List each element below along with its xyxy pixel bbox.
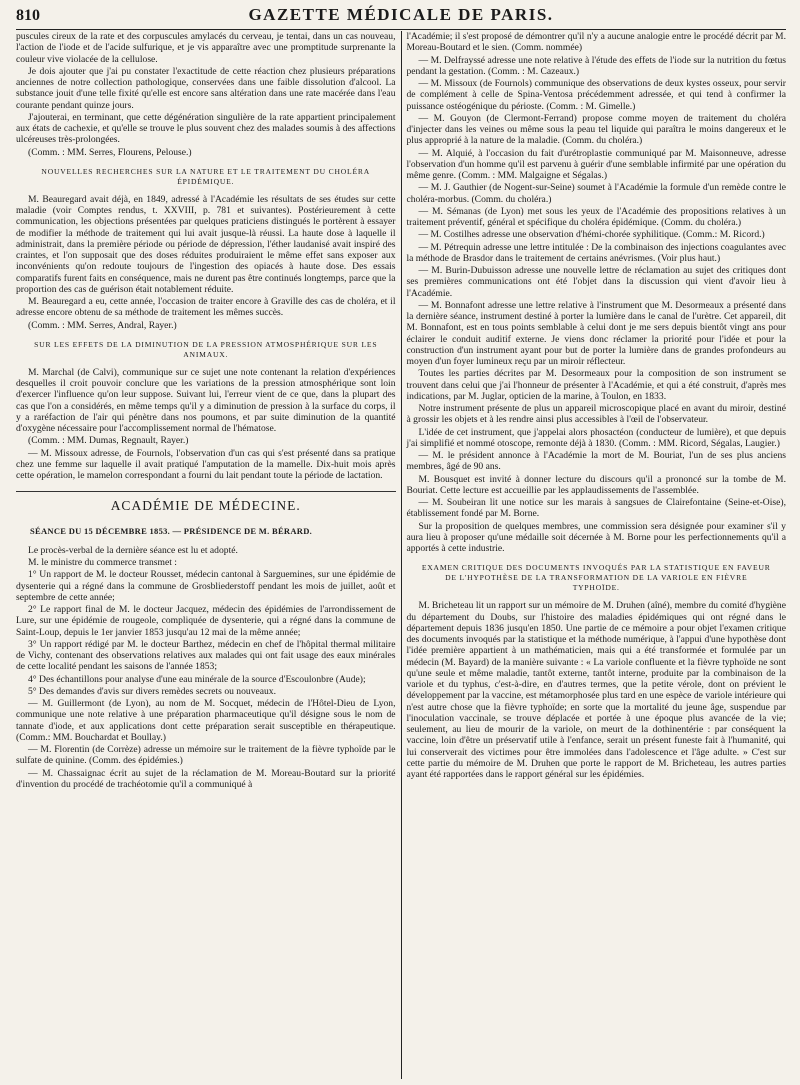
session-heading: SÉANCE DU 15 DÉCEMBRE 1853. — PRÉSIDENCE DE M. BÉRARD. <box>30 525 313 536</box>
paragraph: — M. Burin-Dubuisson adresse une nouvelle lettre de réclamation au sujet des critiques dont ses premières communications ont été l'objet dans la discussion qui vient d'avoir lieu à l'Académie. <box>406 265 786 299</box>
list-item: 1° Un rapport de M. le docteur Rousset, médecin cantonal à Sarguemines, sur une épidémie de dysenterie qui a régné dans la commune de Grosbliederstoff pendant les mois de juillet, août et septembre de cette année; <box>16 569 396 603</box>
paragraph: puscules cireux de la rate et des corpuscules amylacés du cerveau, je tentai, dans un cas nouveau, l'action de l'iode et de l'acide sulfurique, et je vis apparaître avec une promptitude surprenante la couleur vive violacée de la cellulose. <box>16 31 396 65</box>
paragraph: Toutes les parties décrites par M. Desormeaux pour la composition de son instrument se trouvent dans celui que j'ai l'honneur de présenter à l'Académie, et qui a été construit, d'après mes indications, par M. Juglar, opticien de la marine, à Toulon, en 1833. <box>406 368 786 402</box>
commission-note: (Comm. : MM. Serres, Andral, Rayer.) <box>28 319 177 331</box>
page-number: 810 <box>16 7 40 24</box>
paragraph: M. Bousquet est invité à donner lecture du discours qu'il a prononcé sur la tombe de M. Bouriat. Cette lecture est accueillie par les applaudissements de l'assemblée. <box>406 473 786 496</box>
paragraph: — M. Chassaignac écrit au sujet de la réclamation de M. Moreau-Boutard sur la priorité d'invention du procédé de trachéotomie qu'il a communiqué à <box>16 767 396 790</box>
left-column <box>16 31 396 1079</box>
paragraph: — M. Soubeiran lit une notice sur les marais à sangsues de Clairefontaine (Seine-et-Oise), établissement fondé par M. Borne. <box>406 497 786 520</box>
paragraph: M. le ministre du commerce transmet : <box>28 557 177 568</box>
paragraph: Le procès-verbal de la dernière séance est lu et adopté. <box>28 544 238 556</box>
paragraph: M. Beauregard a eu, cette année, l'occasion de traiter encore à Graville des cas de choléra, et il adresse encore obtenu de sa méthode de traitement les mêmes succès. <box>16 296 396 319</box>
academy-heading: ACADÉMIE DE MÉDECINE. <box>110 498 301 514</box>
paragraph: — M. Gouyon (de Clermont-Ferrand) propose comme moyen de traitement du choléra d'injecter dans les veines ou même sous la peau tel liquide qui paraîtra le moins dangereux et le plus approprié à la nature de la maladie. (Comm. du choléra.) <box>406 112 786 147</box>
commission-note: (Comm. : MM. Dumas, Regnault, Rayer.) <box>28 435 189 447</box>
column-rule <box>401 31 402 1079</box>
paragraph: — M. Delfrayssé adresse une note relative à l'étude des effets de l'iode sur la nutrition du fœtus pendant la gestation. (Comm. : M. Cazeaux.) <box>406 54 786 77</box>
paragraph: Sur la proposition de quelques membres, une commission sera désignée pour examiner s'il y aura lieu à proposer qu'une médaille soit décernée à M. Borne pour les perfectionnements qu'il a apportés à cette industrie. <box>406 520 786 554</box>
paragraph: — M. Sémanas (de Lyon) met sous les yeux de l'Académie des propositions relatives à un traitement préventif, général et spécifique du choléra épidémique. (Comm. du choléra.) <box>406 205 786 228</box>
list-item: 4° Des échantillons pour analyse d'une eau minérale de la source d'Escoulonbre (Aude); <box>28 673 366 685</box>
paragraph: — M. Missoux (de Fournols) communique des observations de deux kystes osseux, pour servir de complément à celle de Spina-Ventosa précédemment adressée, et qui tend à confirmer la puissance ostéogénique du périoste. (Comm. : M. Gimelle.) <box>406 78 786 112</box>
paragraph: — M. Pétrequin adresse une lettre intitulée : De la combinaison des injections coagulantes avec la méthode de Brasdor dans le traitement de certains anévrismes. (Voir plus haut.) <box>406 241 786 264</box>
paragraph: — M. le président annonce à l'Académie la mort de M. Bouriat, l'un de ses plus anciens membres, âgé de 90 ans. <box>406 450 786 473</box>
paragraph: — M. Alquié, à l'occasion du fait d'urétroplastie communiqué par M. Maisonneuve, adresse l'observation d'un homme qu'il est parvenu à guérir d'une semblable infirmité par une opération du même genre. (Comm. : MM. Malgaigne et Ségalas.) <box>406 147 786 181</box>
paragraph: — M. Florentin (de Corrèze) adresse un mémoire sur le traitement de la fièvre typhoïde par le sulfate de quinine. (Comm. des épidémies.) <box>16 744 396 767</box>
paragraph: M. Marchal (de Calvi), communique sur ce sujet une note contenant la relation d'expériences desquelles il croit pouvoir conclure que les variations de la pression atmosphérique sont loin d'exercer l'influence qu'on leur suppose. Suivant lui, l'erreur vient de ce que, dans la plupart des cas que l'on a considérés, en même temps qu'il y a diminution de pression à la surface du corps, il y a raréfaction de l'air qui pénètre dans nos poumons, et par suite diminution de la quantité d'oxygène nécessaire pour l'accomplissement normal de l'hématose. <box>16 366 396 434</box>
paragraph: — M. Missoux adresse, de Fournols, l'observation d'un cas qui s'est présenté dans sa pratique chez une femme sur laquelle il avait pratiqué l'amputation de la mamelle. Dix-huit mois après cette opération, le mamelon correspondant a fourni du lait pendant toute la période de lactation. <box>16 447 396 481</box>
right-column <box>406 31 786 1079</box>
paragraph: l'Académie; il s'est proposé de démontrer qu'il n'y a aucune analogie entre le procédé décrit par M. Moreau-Boutard et le sien. (Comm. nommée) <box>406 31 786 54</box>
list-item: 3° Un rapport rédigé par M. le docteur Barthez, médecin en chef de l'hôpital thermal militaire de Vichy, contenant des observations relatives aux malades qui ont fait usage des eaux minérales de cette localité pendant les saisons de l'année 1853; <box>16 638 396 673</box>
commission-note: (Comm. : MM. Serres, Flourens, Pelouse.) <box>28 146 192 158</box>
text-columns <box>16 31 786 1079</box>
paragraph: — M. Bonnafont adresse une lettre relative à l'instrument que M. Desormeaux a présenté dans la dernière séance, instrument destiné à porter la lumière dans le canal de l'urètre. Cet appareil, dit M. Bonnafont, est en tous points semblable à celui dont je me sers depuis bientôt vingt ans pour éclairer le conduit auditif externe. Je viens donc réclamer la priorité pour l'idée et pour la construction d'un instrument ayant pour but de porter la lumière dans de grandes profondeurs au moyen d'un foyer lumineux reçu par un miroir réflecteur. <box>406 299 786 367</box>
section-divider <box>16 491 396 492</box>
page-header <box>16 0 786 30</box>
paragraph: M. Beauregard avait déjà, en 1849, adressé à l'Académie les résultats de ses études sur cette maladie (voir Comptes rendus, t. XXVIII, p. 781 et suivantes). Postérieurement à cette communication, les objections présentées par quelques praticiens distingués le portèrent à essayer de modifier la méthode de traitement qui lui avait jusque-là réussi. La haute dose à laquelle il administrait, dans la première période ou période de dépression, l'éther laudanisé avait inspiré des craintes, et l'on supposait que des doses réduites produiraient le même effet sans exposer aux inconvénients qu'on redoute toujours de l'ingestion des opiacés à haute dose. Des essais comparatifs furent faits en conséquence, mais ne durent pas être continués longtemps, parce que la proportion des cas de guérison était notablement réduite. <box>16 193 396 295</box>
paragraph: M. Bricheteau lit un rapport sur un mémoire de M. Druhen (aîné), membre du comité d'hygiène du département du Doubs, sur l'histoire des maladies épidémiques qui ont régné dans le département depuis 1836 jusqu'en 1850. Une partie de ce mémoire a pour objet l'examen critique des documents invoqués par la statistique et la méthode numérique, à l'appui d'une hypothèse dont l'idée première appartient à un mathématicien, mais qui a été transformée et formulée par un médecin (M. Bayard) de la manière suivante : « La variole confluente et la fièvre typhoïde ne sont qu'une seule et même maladie, tantôt externe, tantôt interne, produite par la combinaison de la variole et du typhus, c'est-à-dire, en d'autres termes, que la petite vérole, dont on prévient le développement par la vaccine, est métamorphosée plus tard en une espèce de variole intérieure qui n'est autre chose que la fièvre typhoïde; en sorte que la mortalité du jeune âge, suspendue par l'inoculation vaccinale, se trouve déplacée et portée à une époque plus avancée de la vie; seulement, au lieu de mourir de la variole, on meurt de la dothinentérie : par conséquent la vaccine, loin d'être un préservatif utile à l'enfance, serait un présent funeste fait à l'humanité, qui lui conserverait des victimes pour être immolées dans l'adolescence et l'âge adulte. » C'est sur cette partie du mémoire de M. Druhen que porte le rapport de M. Bricheteau, les autres parties ayant été rapportées dans le rapport général sur les épidémies. <box>406 600 786 780</box>
paragraph: — M. Costilhes adresse une observation d'hémi-chorée syphilitique. (Comm.: M. Ricord.) <box>418 229 765 241</box>
section-title-variole: EXAMEN CRITIQUE DES DOCUMENTS INVOQUÉS PAR LA STATISTIQUE EN FAVEUR DE L'HYPOTHÈSE DE LA TRANSFORMATION DE LA VARIOLE EN FIÈVRE TYPHOÏDE. <box>421 563 771 593</box>
paragraph: Notre instrument présente de plus un appareil microscopique placé en avant du miroir, destiné à grossir les objets et à les rendre ainsi plus accessibles à l'œil de l'observateur. <box>406 403 786 426</box>
paragraph: J'ajouterai, en terminant, que cette dégénération singulière de la rate appartient principalement aux états de cachexie, et qu'elle se trouve le plus souvent chez des malades soumis à des affections ulcéreuses très-prolongées. <box>16 111 396 146</box>
publication-title: GAZETTE MÉDICALE DE PARIS. <box>248 5 554 24</box>
list-item: 2° Le rapport final de M. le docteur Jacquez, médecin des épidémies de l'arrondissement de Lure, sur une épidémie de rougeole, compliquée de dysenterie, qui a régné dans la commune de Saint-Loup, depuis le 1er janvier 1853 jusqu'au 12 mai de la même année; <box>16 604 396 638</box>
paragraph: — M. Guillermont (de Lyon), au nom de M. Socquet, médecin de l'Hôtel-Dieu de Lyon, communique une note relative à une préparation pharmaceutique qu'il désigne sous le nom de tannate d'iode, et aux applications dont cette préparation serait susceptible en thérapeutique. (Comm.: MM. Bouchardat et Boullay.) <box>16 698 396 743</box>
paragraph: Je dois ajouter que j'ai pu constater l'exactitude de cette réaction chez plusieurs préparations anciennes de notre collection pathologique, conservées dans une faible dissolution d'alcool. La substance jouit d'une telle fixité qu'elle est encore sans altération dans une rate macérée dans l'eau courante pendant quinze jours. <box>16 65 396 111</box>
paragraph: L'idée de cet instrument, que j'appelai alors phosactéon (conducteur de lumière), et que depuis j'ai simplifié et nommé otoscope, remonte déjà à 1830. (Comm. : MM. Ricord, Ségalas, Laugier.) <box>406 426 786 449</box>
list-item: 5° Des demandes d'avis sur divers remèdes secrets ou nouveaux. <box>28 685 277 697</box>
paragraph: — M. J. Gauthier (de Nogent-sur-Seine) soumet à l'Académie la formule d'un remède contre le choléra-morbus. (Comm. du choléra.) <box>406 182 786 205</box>
section-title-pressure: SUR LES EFFETS DE LA DIMINUTION DE LA PRESSION ATMOSPHÉRIQUE SUR LES ANIMAUX. <box>34 339 378 359</box>
section-title-cholera: NOUVELLES RECHERCHES SUR LA NATURE ET LE TRAITEMENT DU CHOLÉRA ÉPIDÉMIQUE. <box>41 166 371 186</box>
